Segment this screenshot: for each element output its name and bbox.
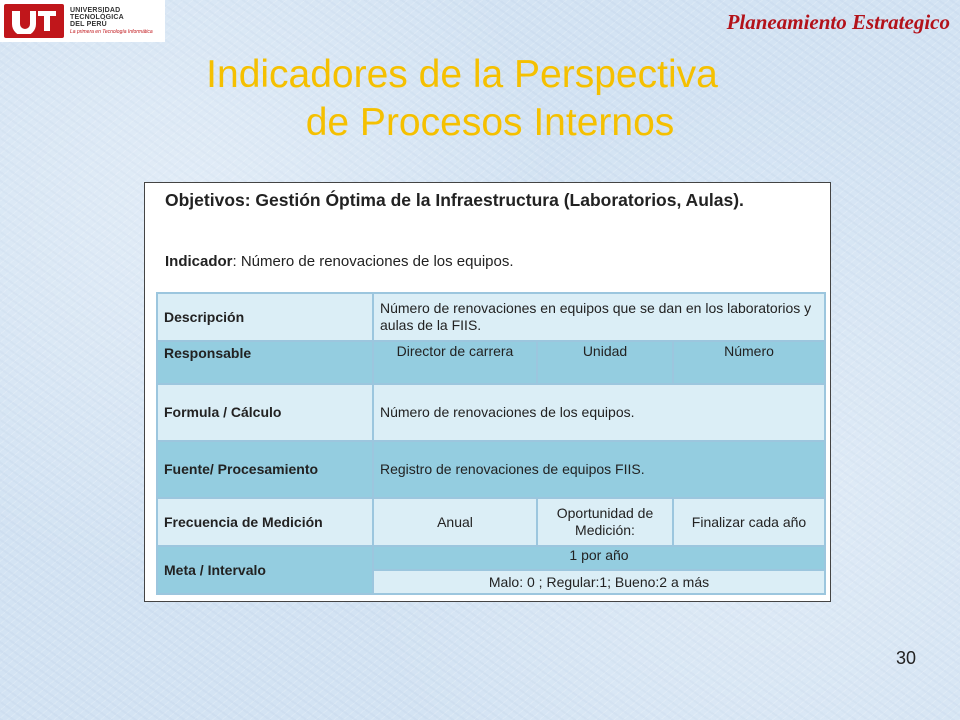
indicator-table xyxy=(156,292,826,595)
indicator-text: : Número de renovaciones de los equipos. xyxy=(232,253,514,270)
cell-value-responsable-2: Unidad xyxy=(537,341,673,384)
logo-line-1: UNIVERSIDAD xyxy=(70,7,121,14)
cell-value-fuente: Registro de renovaciones de equipos FIIS. xyxy=(373,441,825,498)
objective-text: Objetivos: Gestión Óptima de la Infraestructura (Laboratorios, Aulas). xyxy=(165,190,744,210)
cell-label-descripcion: Descripción xyxy=(157,293,373,341)
indicator-label: Indicador xyxy=(165,253,233,270)
cell-label-responsable: Responsable xyxy=(157,341,373,384)
cell-value-meta-2: Malo: 0 ; Regular:1; Bueno:2 a más xyxy=(373,570,825,594)
university-logo xyxy=(0,0,165,42)
slide-title-line-2: de Procesos Internos xyxy=(305,101,675,144)
cell-value-responsable-3: Número xyxy=(673,341,825,384)
cell-value-frecuencia-3: Finalizar cada año xyxy=(673,498,825,546)
cell-value-frecuencia-2: Oportunidad de Medición: xyxy=(537,498,673,546)
cell-value-descripcion: Número de renovaciones en equipos que se dan en los laboratorios y aulas de la FIIS. xyxy=(373,293,825,341)
cell-label-formula: Formula / Cálculo xyxy=(157,384,373,441)
cell-value-responsable-1: Director de carrera xyxy=(373,341,537,384)
slide-title-line-1: Indicadores de la Perspectiva xyxy=(206,53,718,96)
cell-label-frecuencia: Frecuencia de Medición xyxy=(157,498,373,546)
header-title: Planeamiento Estrategico xyxy=(726,10,950,34)
table-row-frecuencia xyxy=(157,498,825,546)
cell-value-meta-1: 1 por año xyxy=(373,546,825,570)
cell-label-fuente: Fuente/ Procesamiento xyxy=(157,441,373,498)
table-row-descripcion xyxy=(157,293,825,341)
table-row-formula xyxy=(157,384,825,441)
cell-value-frecuencia-1: Anual xyxy=(373,498,537,546)
table-row-meta xyxy=(157,546,825,570)
logo-line-2: TECNOLÓGICA xyxy=(70,14,124,21)
logo-tagline: La primera en Tecnología Informática xyxy=(70,29,153,35)
cell-value-formula: Número de renovaciones de los equipos. xyxy=(373,384,825,441)
utp-logo-icon xyxy=(4,4,64,38)
slide-number: 30 xyxy=(895,648,916,668)
table-row-fuente xyxy=(157,441,825,498)
cell-label-meta: Meta / Intervalo xyxy=(157,546,373,594)
table-row-responsable xyxy=(157,341,825,384)
indicator-line xyxy=(165,253,514,270)
logo-line-3: DEL PERÚ xyxy=(70,21,107,28)
indicator-panel xyxy=(144,182,831,602)
